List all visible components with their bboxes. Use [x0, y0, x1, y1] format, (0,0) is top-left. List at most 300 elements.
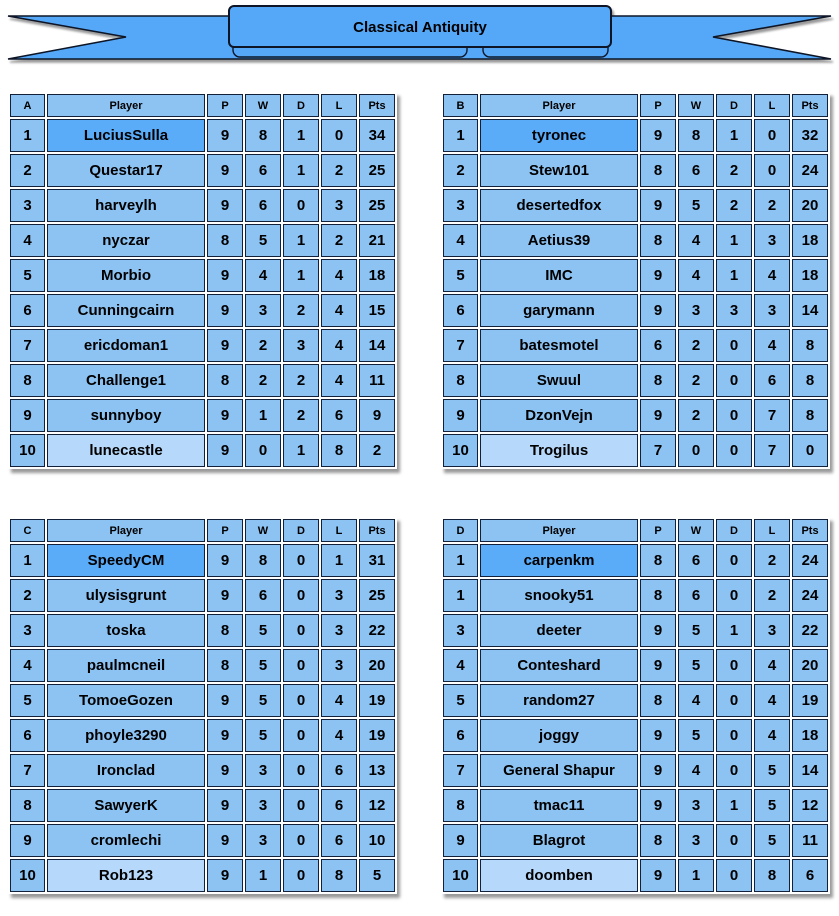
- stat-cell-pts: 10: [359, 824, 395, 857]
- stat-cell-p: 9: [207, 719, 243, 752]
- stat-cell-p: 9: [207, 154, 243, 187]
- rank-cell: 1: [443, 119, 478, 152]
- stat-cell-d: 1: [283, 224, 319, 257]
- player-name-cell: carpenkm: [480, 544, 638, 577]
- stat-cell-pts: 32: [792, 119, 828, 152]
- stat-cell-w: 4: [678, 259, 714, 292]
- player-name-cell: Stew101: [480, 154, 638, 187]
- stat-cell-w: 2: [678, 329, 714, 362]
- stat-cell-l: 4: [754, 684, 790, 717]
- group-table-c: [8, 517, 397, 894]
- rank-cell: 7: [10, 754, 45, 787]
- player-name-cell: doomben: [480, 859, 638, 892]
- stat-cell-l: 2: [754, 544, 790, 577]
- stat-cell-pts: 22: [792, 614, 828, 647]
- player-name-cell: TomoeGozen: [47, 684, 205, 717]
- rank-cell: 9: [443, 399, 478, 432]
- stat-cell-w: 6: [245, 154, 281, 187]
- stat-cell-l: 0: [321, 119, 357, 152]
- stat-cell-p: 9: [207, 754, 243, 787]
- stat-cell-d: 1: [283, 119, 319, 152]
- player-name-cell: lunecastle: [47, 434, 205, 467]
- player-column-header: Player: [47, 94, 205, 117]
- stat-cell-d: 0: [283, 189, 319, 222]
- stat-cell-l: 3: [321, 579, 357, 612]
- stat-cell-pts: 24: [792, 154, 828, 187]
- player-name-cell: paulmcneil: [47, 649, 205, 682]
- stat-cell-d: 0: [716, 364, 752, 397]
- stat-cell-l: 4: [754, 259, 790, 292]
- stat-cell-d: 0: [716, 434, 752, 467]
- stat-cell-p: 8: [640, 224, 676, 257]
- rank-cell: 4: [10, 224, 45, 257]
- stat-cell-l: 1: [321, 544, 357, 577]
- stat-cell-d: 0: [716, 684, 752, 717]
- stat-cell-p: 9: [207, 189, 243, 222]
- stat-column-header-p: P: [207, 94, 243, 117]
- header-row: [443, 94, 828, 117]
- stat-cell-l: 3: [321, 649, 357, 682]
- stat-cell-l: 4: [754, 649, 790, 682]
- rank-cell: 1: [443, 544, 478, 577]
- stat-cell-pts: 21: [359, 224, 395, 257]
- stat-cell-pts: 2: [359, 434, 395, 467]
- stat-cell-d: 0: [716, 754, 752, 787]
- stat-column-header-l: L: [321, 94, 357, 117]
- stat-cell-pts: 12: [359, 789, 395, 822]
- player-name-cell: Challenge1: [47, 364, 205, 397]
- stat-column-header-d: D: [716, 94, 752, 117]
- stat-cell-w: 5: [245, 614, 281, 647]
- stat-cell-d: 3: [283, 329, 319, 362]
- player-column-header: Player: [47, 519, 205, 542]
- stat-cell-p: 7: [640, 434, 676, 467]
- rank-cell: 2: [10, 154, 45, 187]
- stat-cell-d: 0: [283, 579, 319, 612]
- title-banner: [0, 2, 839, 66]
- stat-cell-w: 4: [678, 224, 714, 257]
- rank-cell: 6: [10, 719, 45, 752]
- stat-column-header-pts: Pts: [792, 94, 828, 117]
- stat-column-header-w: W: [245, 519, 281, 542]
- player-name-cell: random27: [480, 684, 638, 717]
- stat-cell-w: 2: [678, 364, 714, 397]
- stat-column-header-p: P: [640, 94, 676, 117]
- stat-column-header-w: W: [678, 519, 714, 542]
- stat-cell-p: 9: [207, 329, 243, 362]
- rank-cell: 8: [10, 789, 45, 822]
- rank-cell: 9: [10, 824, 45, 857]
- stat-cell-pts: 22: [359, 614, 395, 647]
- standings-row: [443, 754, 828, 787]
- stat-cell-d: 0: [283, 859, 319, 892]
- stat-cell-w: 5: [245, 649, 281, 682]
- stat-cell-p: 9: [207, 544, 243, 577]
- stat-cell-d: 2: [716, 189, 752, 222]
- stat-cell-p: 9: [207, 294, 243, 327]
- stat-cell-pts: 9: [359, 399, 395, 432]
- stat-cell-l: 2: [321, 154, 357, 187]
- stat-cell-pts: 18: [792, 719, 828, 752]
- stat-cell-d: 1: [283, 154, 319, 187]
- page-title: Classical Antiquity: [353, 18, 487, 36]
- stat-cell-w: 3: [678, 294, 714, 327]
- standings-row: [10, 614, 395, 647]
- stat-cell-p: 8: [640, 544, 676, 577]
- stat-cell-pts: 15: [359, 294, 395, 327]
- stat-cell-pts: 24: [792, 579, 828, 612]
- standings-row: [10, 259, 395, 292]
- standings-row: [10, 434, 395, 467]
- stat-cell-w: 6: [245, 579, 281, 612]
- stat-cell-p: 9: [207, 859, 243, 892]
- stat-cell-d: 1: [283, 434, 319, 467]
- stat-cell-d: 0: [283, 684, 319, 717]
- rank-cell: 7: [443, 329, 478, 362]
- standings-row: [10, 789, 395, 822]
- rank-cell: 4: [443, 649, 478, 682]
- stat-cell-w: 0: [245, 434, 281, 467]
- stat-column-header-d: D: [283, 519, 319, 542]
- stat-cell-l: 6: [321, 824, 357, 857]
- stat-cell-pts: 0: [792, 434, 828, 467]
- player-name-cell: DzonVejn: [480, 399, 638, 432]
- player-name-cell: General Shapur: [480, 754, 638, 787]
- stat-cell-pts: 25: [359, 189, 395, 222]
- stat-cell-p: 8: [207, 364, 243, 397]
- stat-cell-l: 3: [321, 189, 357, 222]
- stat-cell-p: 9: [207, 579, 243, 612]
- stat-column-header-pts: Pts: [359, 519, 395, 542]
- rank-cell: 5: [10, 259, 45, 292]
- rank-cell: 6: [443, 719, 478, 752]
- stat-cell-w: 6: [678, 544, 714, 577]
- stat-cell-pts: 19: [359, 684, 395, 717]
- standings-row: [10, 754, 395, 787]
- player-name-cell: ericdoman1: [47, 329, 205, 362]
- stat-cell-p: 8: [207, 649, 243, 682]
- stat-cell-d: 0: [716, 719, 752, 752]
- standings-row: [10, 649, 395, 682]
- stat-cell-pts: 20: [359, 649, 395, 682]
- player-name-cell: Cunningcairn: [47, 294, 205, 327]
- stat-column-header-d: D: [716, 519, 752, 542]
- standings-row: [443, 649, 828, 682]
- standings-row: [10, 294, 395, 327]
- group-table-b: [441, 92, 830, 469]
- stat-cell-p: 9: [640, 119, 676, 152]
- rank-cell: 6: [443, 294, 478, 327]
- player-name-cell: SpeedyCM: [47, 544, 205, 577]
- stat-cell-p: 9: [640, 614, 676, 647]
- stat-cell-l: 5: [754, 754, 790, 787]
- stat-cell-pts: 34: [359, 119, 395, 152]
- player-name-cell: harveylh: [47, 189, 205, 222]
- rank-cell: 7: [443, 754, 478, 787]
- player-name-cell: Blagrot: [480, 824, 638, 857]
- stat-cell-l: 4: [321, 364, 357, 397]
- stat-cell-w: 5: [678, 614, 714, 647]
- stat-cell-p: 9: [640, 754, 676, 787]
- stat-cell-p: 9: [207, 399, 243, 432]
- player-name-cell: Ironclad: [47, 754, 205, 787]
- standings-row: [10, 859, 395, 892]
- stat-cell-p: 9: [640, 789, 676, 822]
- stat-cell-d: 0: [716, 859, 752, 892]
- player-name-cell: Questar17: [47, 154, 205, 187]
- stat-column-header-p: P: [640, 519, 676, 542]
- player-column-header: Player: [480, 94, 638, 117]
- group-letter-cell: D: [443, 519, 478, 542]
- stat-column-header-l: L: [321, 519, 357, 542]
- player-name-cell: Morbio: [47, 259, 205, 292]
- rank-cell: 7: [10, 329, 45, 362]
- stat-cell-pts: 31: [359, 544, 395, 577]
- rank-cell: 4: [10, 649, 45, 682]
- stat-cell-p: 6: [640, 329, 676, 362]
- player-name-cell: tyronec: [480, 119, 638, 152]
- stat-cell-pts: 5: [359, 859, 395, 892]
- standings-row: [10, 119, 395, 152]
- standings-row: [10, 579, 395, 612]
- stat-cell-w: 0: [678, 434, 714, 467]
- standings-row: [443, 329, 828, 362]
- stat-cell-w: 5: [245, 684, 281, 717]
- groups-grid: [8, 92, 831, 894]
- stat-cell-p: 8: [640, 824, 676, 857]
- rank-cell: 9: [10, 399, 45, 432]
- stat-cell-pts: 8: [792, 364, 828, 397]
- stat-cell-pts: 12: [792, 789, 828, 822]
- rank-cell: 8: [443, 364, 478, 397]
- stat-cell-pts: 24: [792, 544, 828, 577]
- stat-cell-d: 0: [283, 544, 319, 577]
- stat-cell-w: 5: [245, 719, 281, 752]
- rank-cell: 1: [443, 579, 478, 612]
- group-letter-cell: B: [443, 94, 478, 117]
- stat-cell-l: 6: [321, 754, 357, 787]
- rank-cell: 8: [443, 789, 478, 822]
- stat-cell-p: 9: [207, 684, 243, 717]
- stat-cell-l: 7: [754, 434, 790, 467]
- player-name-cell: Swuul: [480, 364, 638, 397]
- stat-cell-pts: 19: [359, 719, 395, 752]
- stat-cell-w: 4: [678, 754, 714, 787]
- stat-cell-l: 8: [754, 859, 790, 892]
- stat-cell-pts: 25: [359, 154, 395, 187]
- stat-column-header-l: L: [754, 519, 790, 542]
- rank-cell: 3: [10, 614, 45, 647]
- standings-row: [443, 294, 828, 327]
- rank-cell: 5: [443, 259, 478, 292]
- stat-cell-w: 8: [678, 119, 714, 152]
- stat-cell-l: 3: [754, 614, 790, 647]
- standings-row: [443, 399, 828, 432]
- standings-row: [10, 399, 395, 432]
- rank-cell: 5: [443, 684, 478, 717]
- stat-column-header-w: W: [245, 94, 281, 117]
- stat-cell-l: 2: [754, 189, 790, 222]
- stat-cell-l: 4: [754, 719, 790, 752]
- player-name-cell: tmac11: [480, 789, 638, 822]
- stat-cell-pts: 11: [359, 364, 395, 397]
- rank-cell: 3: [443, 614, 478, 647]
- stat-cell-pts: 14: [792, 294, 828, 327]
- stat-cell-d: 2: [283, 364, 319, 397]
- stat-cell-d: 0: [283, 614, 319, 647]
- group-table-d: [441, 517, 830, 894]
- stat-cell-pts: 18: [359, 259, 395, 292]
- stat-cell-w: 4: [678, 684, 714, 717]
- stat-cell-p: 9: [640, 719, 676, 752]
- standings-row: [443, 434, 828, 467]
- rank-cell: 8: [10, 364, 45, 397]
- player-name-cell: ulysisgrunt: [47, 579, 205, 612]
- stat-cell-l: 0: [754, 119, 790, 152]
- stat-cell-p: 9: [640, 189, 676, 222]
- player-name-cell: cromlechi: [47, 824, 205, 857]
- stat-cell-p: 9: [640, 859, 676, 892]
- rank-cell: 2: [443, 154, 478, 187]
- stat-cell-w: 2: [678, 399, 714, 432]
- stat-cell-pts: 20: [792, 189, 828, 222]
- standings-row: [10, 684, 395, 717]
- stat-cell-pts: 18: [792, 259, 828, 292]
- stat-cell-w: 1: [245, 859, 281, 892]
- stat-cell-pts: 11: [792, 824, 828, 857]
- stat-cell-l: 4: [321, 329, 357, 362]
- group-table-a: [8, 92, 397, 469]
- stat-cell-w: 2: [245, 364, 281, 397]
- rank-cell: 3: [443, 189, 478, 222]
- stat-cell-l: 2: [754, 579, 790, 612]
- player-name-cell: phoyle3290: [47, 719, 205, 752]
- stat-cell-w: 1: [678, 859, 714, 892]
- stat-cell-w: 6: [678, 154, 714, 187]
- rank-cell: 10: [10, 859, 45, 892]
- stat-cell-w: 1: [245, 399, 281, 432]
- stat-cell-d: 0: [716, 824, 752, 857]
- stat-cell-d: 0: [283, 649, 319, 682]
- stat-cell-w: 5: [678, 719, 714, 752]
- player-name-cell: desertedfox: [480, 189, 638, 222]
- stat-cell-w: 6: [678, 579, 714, 612]
- stat-cell-l: 4: [754, 329, 790, 362]
- stat-cell-d: 2: [283, 399, 319, 432]
- stat-cell-l: 8: [321, 859, 357, 892]
- stat-cell-d: 0: [283, 789, 319, 822]
- stat-cell-d: 1: [716, 259, 752, 292]
- stat-cell-w: 3: [245, 294, 281, 327]
- stat-cell-l: 6: [321, 399, 357, 432]
- standings-row: [443, 719, 828, 752]
- standings-row: [443, 189, 828, 222]
- player-name-cell: LuciusSulla: [47, 119, 205, 152]
- stat-cell-d: 1: [716, 224, 752, 257]
- stat-cell-p: 8: [640, 579, 676, 612]
- standings-row: [10, 154, 395, 187]
- rank-cell: 4: [443, 224, 478, 257]
- stat-cell-pts: 25: [359, 579, 395, 612]
- player-name-cell: SawyerK: [47, 789, 205, 822]
- standings-row: [10, 224, 395, 257]
- stat-cell-pts: 14: [359, 329, 395, 362]
- stat-cell-w: 5: [678, 189, 714, 222]
- stat-cell-d: 0: [716, 329, 752, 362]
- stat-cell-d: 0: [716, 399, 752, 432]
- player-name-cell: IMC: [480, 259, 638, 292]
- stat-cell-p: 8: [640, 364, 676, 397]
- stat-cell-pts: 8: [792, 399, 828, 432]
- stat-cell-pts: 8: [792, 329, 828, 362]
- stat-cell-l: 3: [754, 224, 790, 257]
- standings-row: [10, 329, 395, 362]
- stat-cell-p: 8: [640, 154, 676, 187]
- stat-cell-w: 8: [245, 544, 281, 577]
- stat-cell-pts: 18: [792, 224, 828, 257]
- player-name-cell: batesmotel: [480, 329, 638, 362]
- header-row: [10, 519, 395, 542]
- stat-column-header-d: D: [283, 94, 319, 117]
- group-letter-cell: A: [10, 94, 45, 117]
- stat-cell-l: 5: [754, 824, 790, 857]
- stat-cell-l: 8: [321, 434, 357, 467]
- standings-row: [10, 189, 395, 222]
- player-name-cell: Trogilus: [480, 434, 638, 467]
- standings-row: [443, 259, 828, 292]
- player-name-cell: Rob123: [47, 859, 205, 892]
- standings-row: [443, 364, 828, 397]
- stat-column-header-pts: Pts: [359, 94, 395, 117]
- stat-cell-l: 6: [321, 789, 357, 822]
- stat-cell-l: 6: [754, 364, 790, 397]
- stat-cell-l: 5: [754, 789, 790, 822]
- standings-row: [443, 859, 828, 892]
- standings-row: [10, 544, 395, 577]
- stat-cell-d: 3: [716, 294, 752, 327]
- player-column-header: Player: [480, 519, 638, 542]
- stat-cell-p: 9: [207, 789, 243, 822]
- stat-column-header-w: W: [678, 94, 714, 117]
- stat-cell-pts: 14: [792, 754, 828, 787]
- stat-cell-w: 2: [245, 329, 281, 362]
- standings-row: [443, 119, 828, 152]
- stat-cell-p: 9: [640, 399, 676, 432]
- stat-cell-d: 2: [283, 294, 319, 327]
- standings-row: [443, 614, 828, 647]
- stat-cell-w: 5: [678, 649, 714, 682]
- standings-row: [443, 544, 828, 577]
- rank-cell: 10: [10, 434, 45, 467]
- stat-cell-d: 0: [283, 754, 319, 787]
- standings-row: [10, 824, 395, 857]
- stat-cell-l: 4: [321, 294, 357, 327]
- player-name-cell: Aetius39: [480, 224, 638, 257]
- standings-row: [443, 789, 828, 822]
- standings-row: [443, 154, 828, 187]
- stat-cell-l: 3: [754, 294, 790, 327]
- stat-cell-p: 8: [640, 684, 676, 717]
- stat-cell-d: 0: [716, 544, 752, 577]
- rank-cell: 1: [10, 119, 45, 152]
- stat-cell-l: 3: [321, 614, 357, 647]
- rank-cell: 1: [10, 544, 45, 577]
- rank-cell: 3: [10, 189, 45, 222]
- stat-cell-w: 3: [245, 789, 281, 822]
- rank-cell: 10: [443, 859, 478, 892]
- player-name-cell: Conteshard: [480, 649, 638, 682]
- stat-cell-p: 9: [640, 259, 676, 292]
